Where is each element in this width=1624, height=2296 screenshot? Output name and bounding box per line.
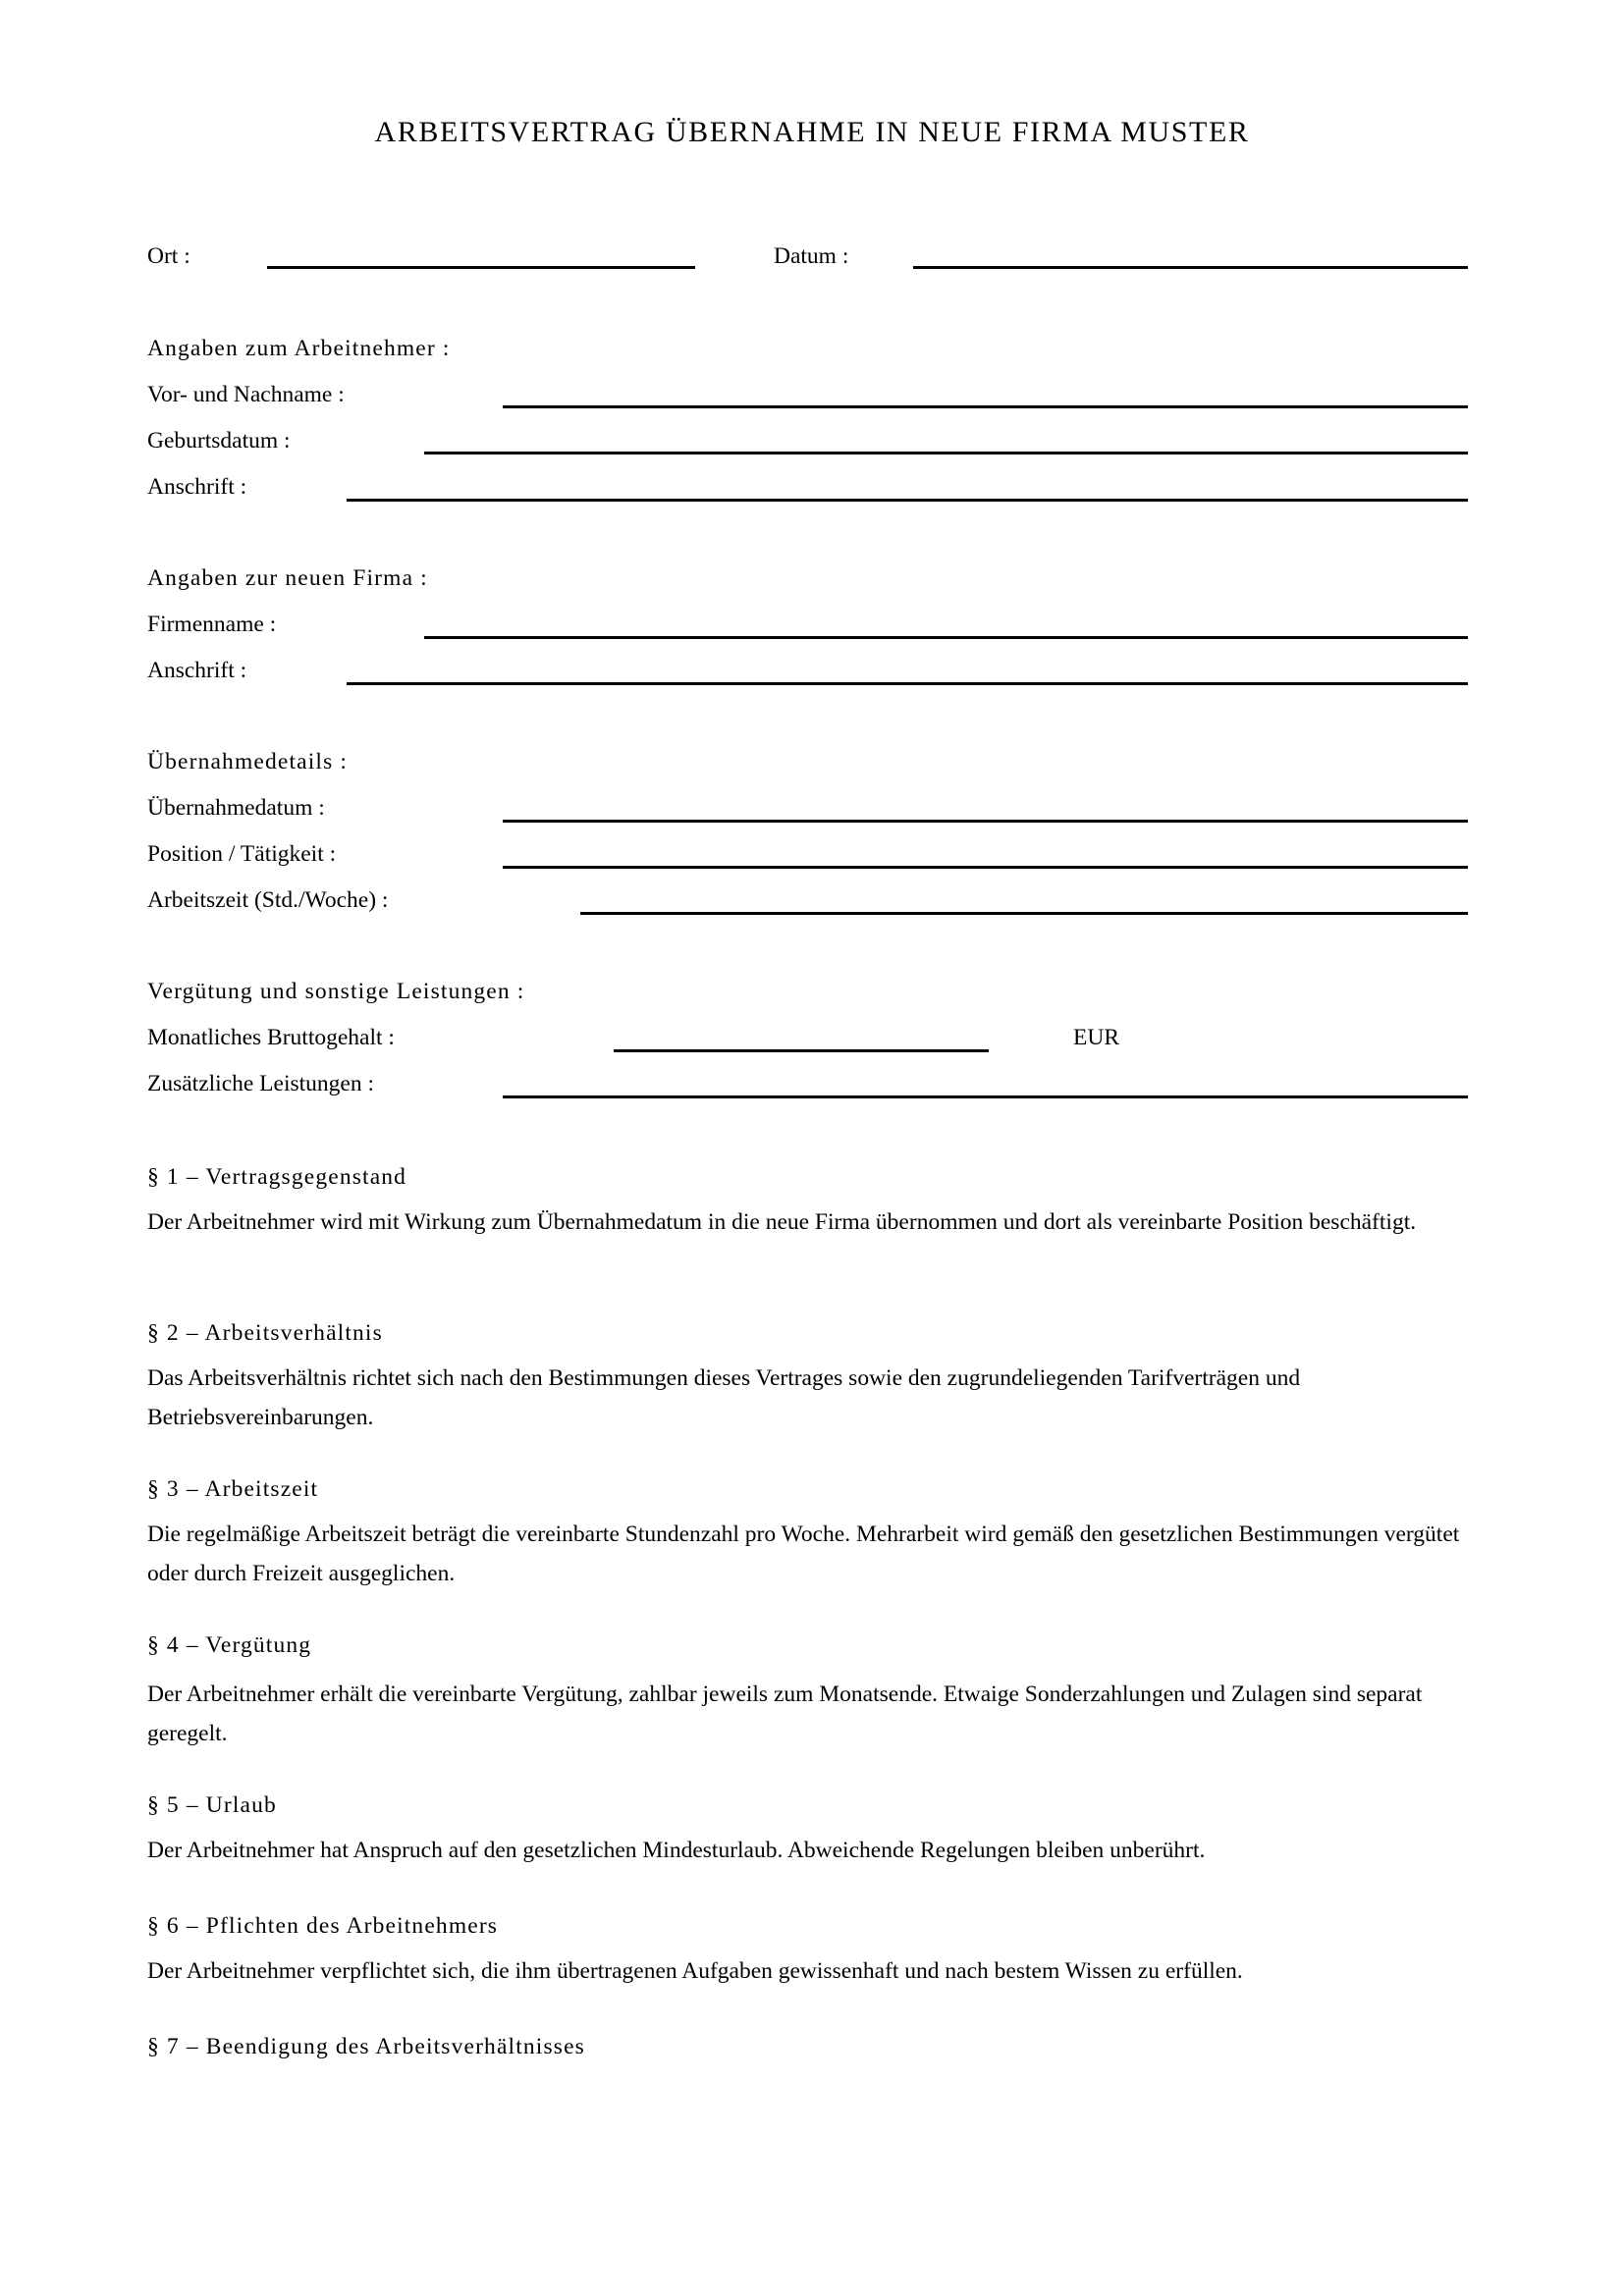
input-line-arbeitszeit[interactable] bbox=[580, 912, 1468, 915]
clause-heading-5: § 5 – Urlaub bbox=[147, 1792, 277, 1818]
input-line-anschrift-firma[interactable] bbox=[347, 682, 1468, 685]
clause-heading-4: § 4 – Vergütung bbox=[147, 1632, 312, 1658]
label-firmenname: Firmenname : bbox=[147, 612, 277, 637]
input-line-zusaetzliche-leistungen[interactable] bbox=[503, 1095, 1468, 1098]
input-line-monatliches-bruttogehalt[interactable] bbox=[614, 1049, 989, 1052]
section-heading-company: Angaben zur neuen Firma : bbox=[147, 565, 428, 591]
clause-body-2: Das Arbeitsverhältnis richtet sich nach den Bestimmungen dieses Vertrages sowie den zugrundeliegenden Tarifverträgen und Betriebsvereinbarungen. bbox=[147, 1365, 1301, 1430]
label-anschrift-firma: Anschrift : bbox=[147, 658, 247, 683]
input-line-anschrift-arbeitnehmer[interactable] bbox=[347, 499, 1468, 502]
label-monatliches-bruttogehalt: Monatliches Bruttogehalt : bbox=[147, 1025, 395, 1050]
label-geburtsdatum: Geburtsdatum : bbox=[147, 428, 291, 454]
section-heading-transfer: Übernahmedetails : bbox=[147, 749, 349, 774]
clause-heading-1: § 1 – Vertragsgegenstand bbox=[147, 1164, 407, 1190]
page-title: ARBEITSVERTRAG ÜBERNAHME IN NEUE FIRMA MUSTER bbox=[374, 116, 1250, 148]
clause-body-4: Der Arbeitnehmer erhält die vereinbarte Vergütung, zahlbar jeweils zum Monatsende. Etwaige Sonderzahlungen und Zulagen sind separat geregelt. bbox=[147, 1682, 1423, 1746]
label-anschrift-arbeitnehmer: Anschrift : bbox=[147, 474, 247, 500]
clause-heading-6: § 6 – Pflichten des Arbeitnehmers bbox=[147, 1913, 499, 1939]
input-line-ort[interactable] bbox=[267, 266, 695, 269]
clause-body-6: Der Arbeitnehmer verpflichtet sich, die ihm übertragenen Aufgaben gewissenhaft und nach bestem Wissen zu erfüllen. bbox=[147, 1958, 1243, 1984]
clause-body-3: Die regelmäßige Arbeitszeit beträgt die vereinbarte Stundenzahl pro Woche. Mehrarbeit wird gemäß den gesetzlichen Bestimmungen vergütet oder durch Freizeit ausgeglichen. bbox=[147, 1522, 1460, 1586]
label-currency-eur: EUR bbox=[1073, 1025, 1119, 1050]
input-line-position-taetigkeit[interactable] bbox=[503, 866, 1468, 869]
label-zusaetzliche-leistungen: Zusätzliche Leistungen : bbox=[147, 1071, 375, 1096]
input-line-geburtsdatum[interactable] bbox=[424, 452, 1468, 454]
clause-body-1: Der Arbeitnehmer wird mit Wirkung zum Übernahmedatum in die neue Firma übernommen und dort als vereinbarte Position beschäftigt. bbox=[147, 1209, 1417, 1235]
label-vor-und-nachname: Vor- und Nachname : bbox=[147, 382, 345, 407]
label-datum: Datum : bbox=[774, 243, 849, 269]
section-heading-employee: Angaben zum Arbeitnehmer : bbox=[147, 336, 451, 361]
input-line-vor-und-nachname[interactable] bbox=[503, 405, 1468, 408]
clause-body-5: Der Arbeitnehmer hat Anspruch auf den gesetzlichen Mindesturlaub. Abweichende Regelungen bleiben unberührt. bbox=[147, 1838, 1206, 1863]
input-line-uebernahmedatum[interactable] bbox=[503, 820, 1468, 823]
input-line-firmenname[interactable] bbox=[424, 636, 1468, 639]
input-line-datum[interactable] bbox=[913, 266, 1468, 269]
label-arbeitszeit: Arbeitszeit (Std./Woche) : bbox=[147, 887, 389, 913]
clause-heading-7: § 7 – Beendigung des Arbeitsverhältnisses bbox=[147, 2034, 585, 2059]
label-position-taetigkeit: Position / Tätigkeit : bbox=[147, 841, 337, 867]
label-ort: Ort : bbox=[147, 243, 190, 269]
clause-heading-2: § 2 – Arbeitsverhältnis bbox=[147, 1320, 383, 1346]
section-heading-compensation: Vergütung und sonstige Leistungen : bbox=[147, 979, 525, 1004]
clause-heading-3: § 3 – Arbeitszeit bbox=[147, 1476, 319, 1502]
label-uebernahmedatum: Übernahmedatum : bbox=[147, 795, 325, 821]
